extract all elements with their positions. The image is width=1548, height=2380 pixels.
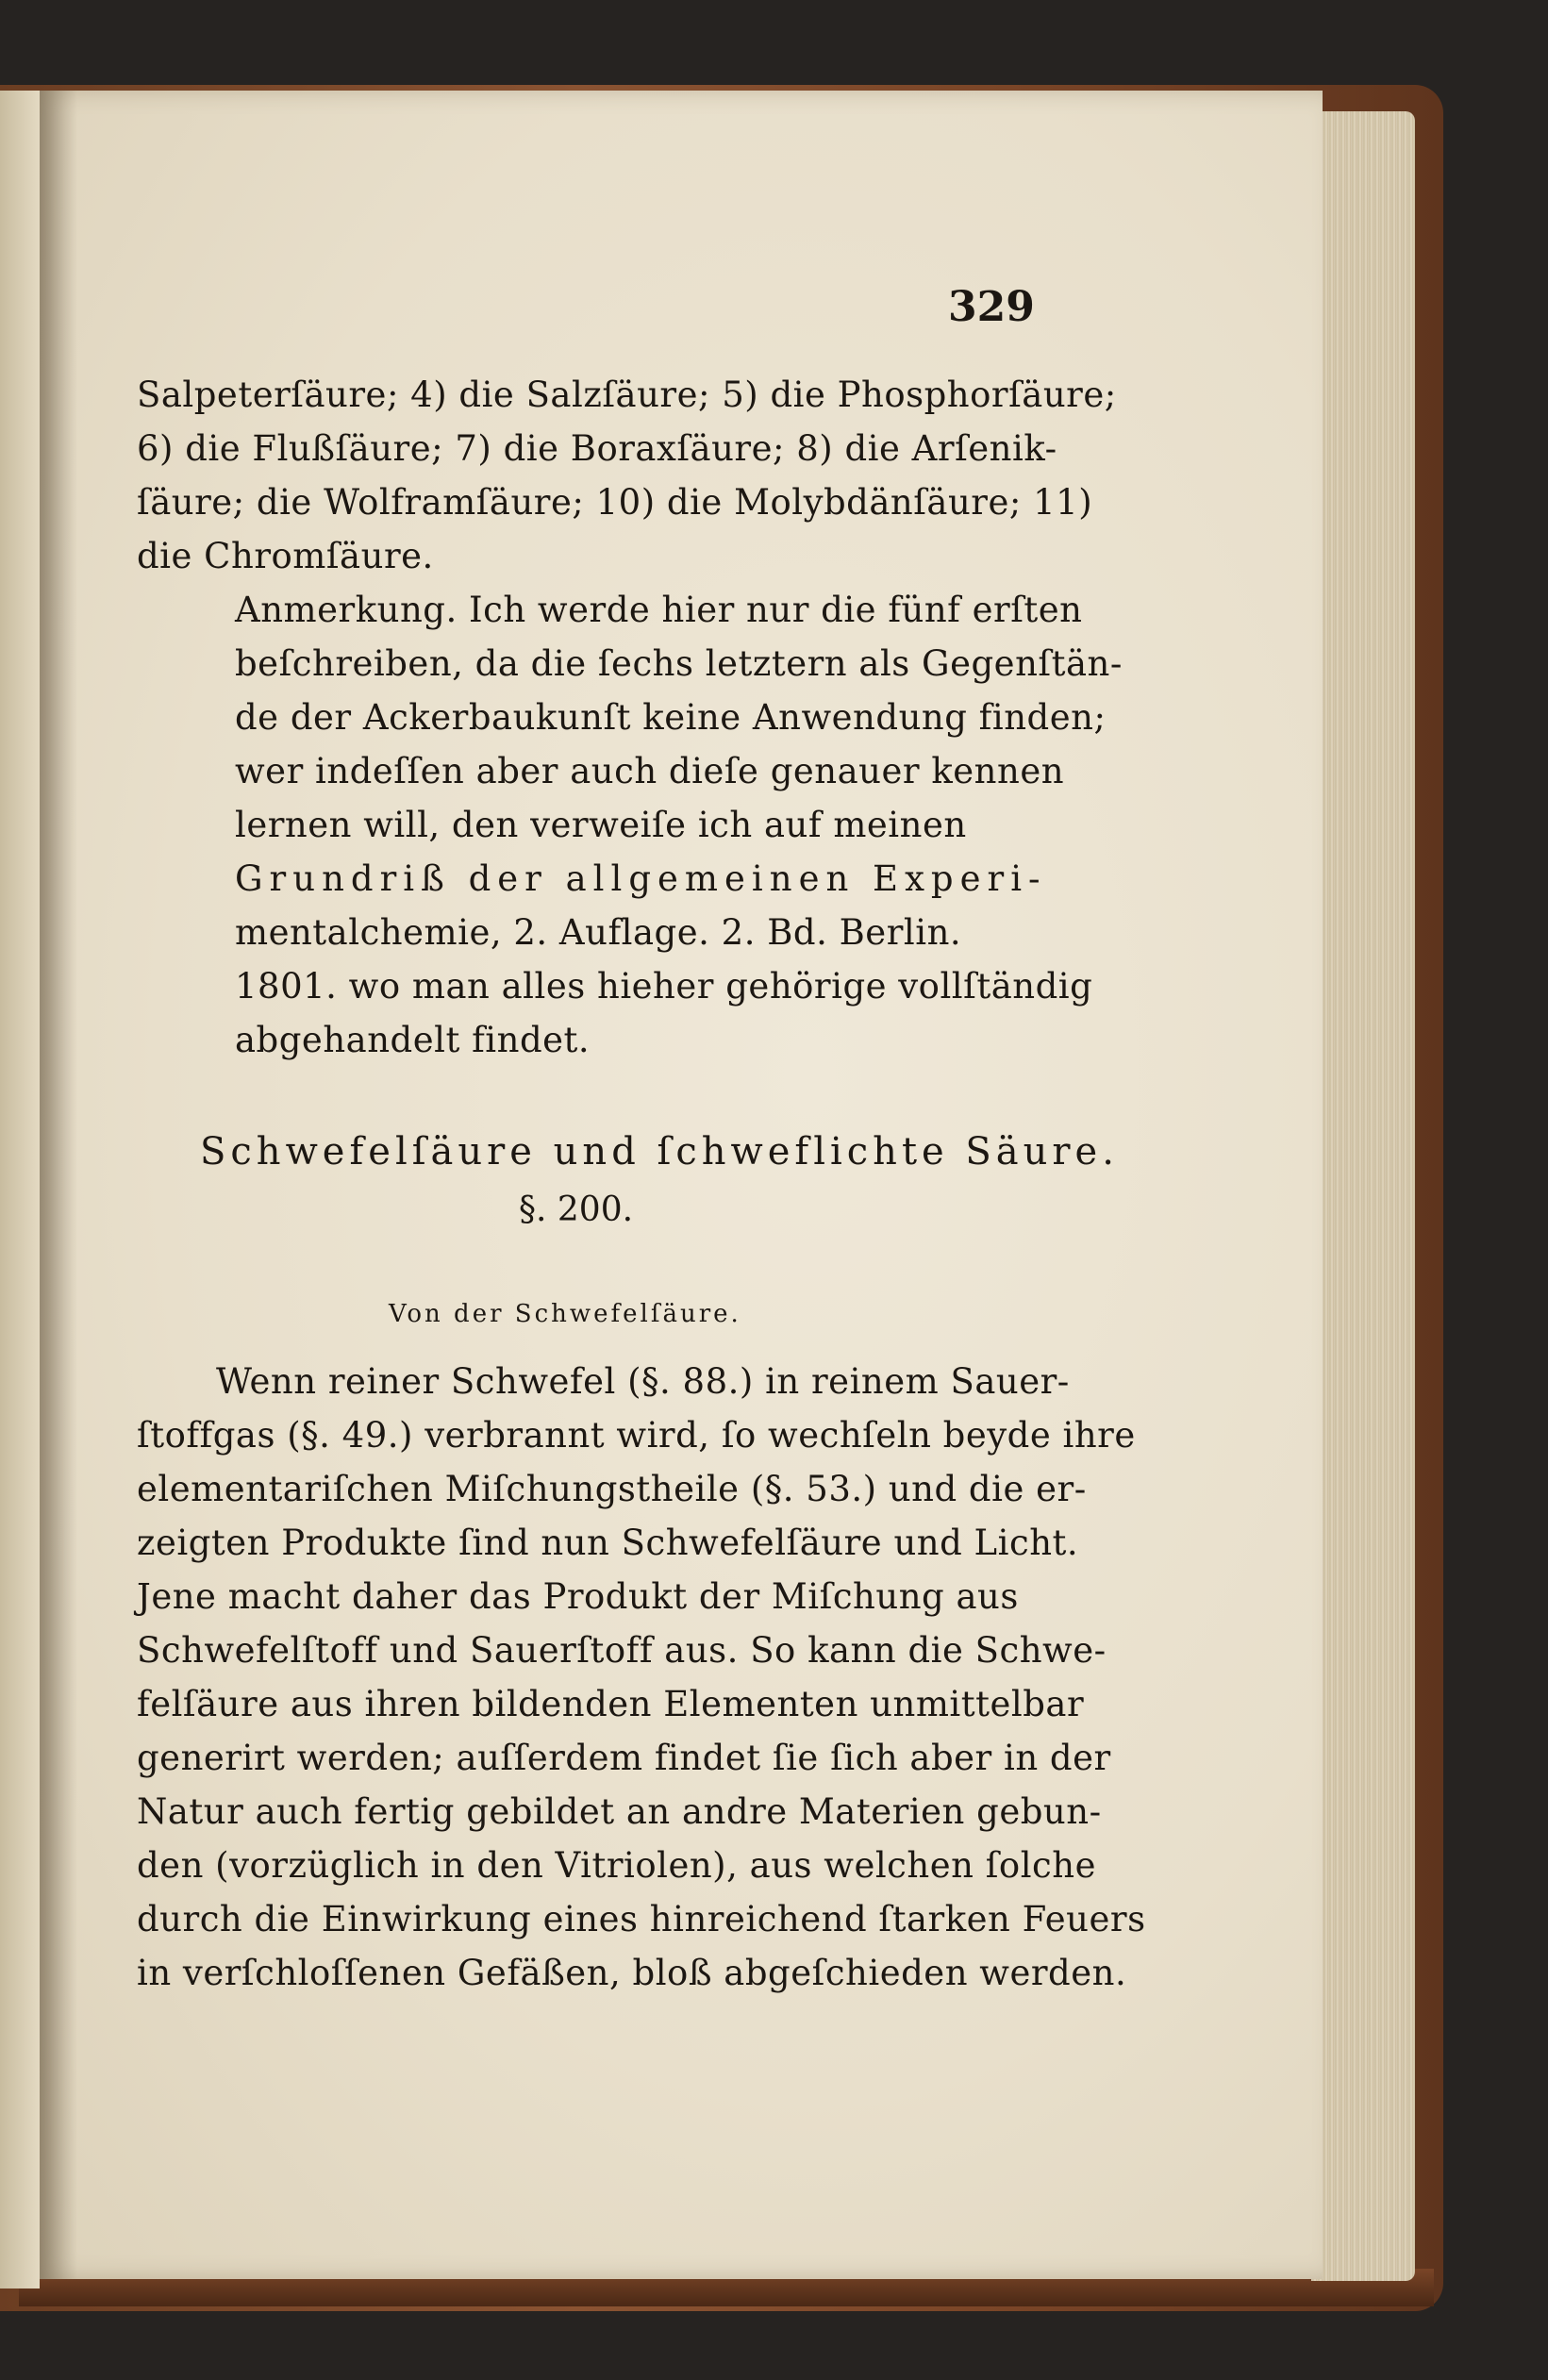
body-line: Schwefelſtoff und Sauerſtoff aus. So kann die Schwe- [137,1630,1107,1671]
body-line: Wenn reiner Schwefel (§. 88.) in reinem Sauer- [216,1361,1070,1402]
body-line: zeigten Produkte ſind nun Schwefelſäure und Licht. [137,1523,1079,1563]
verso-page-edge [0,91,40,2288]
note-line: 1801. wo man alles hieher gehörige vollſtändig [235,966,1093,1007]
note-line: lernen will, den verweiſe ich auf meinen [235,805,967,845]
body-line: in verſchloſſenen Gefäßen, bloß abgeſchieden werden. [137,1953,1127,1993]
note-line: mentalchemie, 2. Auflage. 2. Bd. Berlin. [235,912,962,953]
note-line: wer indeſſen aber auch dieſe genauer kennen [235,751,1065,791]
text-line: ſäure; die Wolframſäure; 10) die Molybdänſäure; 11) [137,482,1093,523]
note-line: Anmerkung. Ich werde hier nur die fünf erſten [235,590,1083,630]
text-line: die Chromſäure. [137,536,434,576]
note-paragraph [137,583,1123,1067]
text-line: 6) die Flußſäure; 7) die Boraxſäure; 8) die Arſenik- [137,428,1057,469]
section-heading: Schwefelſäure und ſchweflichte Säure. [200,1130,1119,1173]
section-number: §. 200. [519,1190,634,1229]
body-line: felſäure aus ihren bildenden Elementen unmittelbar [137,1684,1085,1724]
page-number: 329 [948,283,1035,331]
body-line: elementariſchen Miſchungstheile (§. 53.) und die er- [137,1469,1087,1509]
note-line: abgehandelt findet. [235,1020,591,1060]
body-paragraph [137,1355,1146,2000]
body-line: Jene macht daher das Produkt der Miſchung aus [137,1576,1019,1617]
page-fore-edge [1311,111,1415,2281]
gutter-shadow [40,91,77,2279]
body-line: durch die Einwirkung eines hinreichend ſtarken Feuers [137,1899,1146,1939]
note-line: de der Ackerbaukunſt keine Anwendung finden; [235,697,1107,738]
body-line: generirt werden; auſſerdem findet ſie ſich aber in der [137,1738,1111,1778]
body-line: Natur auch fertig gebildet an andre Materien gebun- [137,1791,1102,1832]
note-line: beſchreiben, da die ſechs letztern als Gegenſtän- [235,643,1123,684]
body-line: den (vorzüglich in den Vitriolen), aus welchen ſolche [137,1845,1096,1886]
text-line: Salpeterſäure; 4) die Salzſäure; 5) die Phosphorſäure; [137,374,1117,415]
body-line: ſtoffgas (§. 49.) verbrannt wird, ſo wechſeln beyde ihre [137,1415,1136,1456]
note-line: Grundriß der allgemeinen Experi- [235,858,1047,899]
top-paragraph [137,368,1117,583]
subheading: Von der Schwefelſäure. [389,1300,741,1328]
